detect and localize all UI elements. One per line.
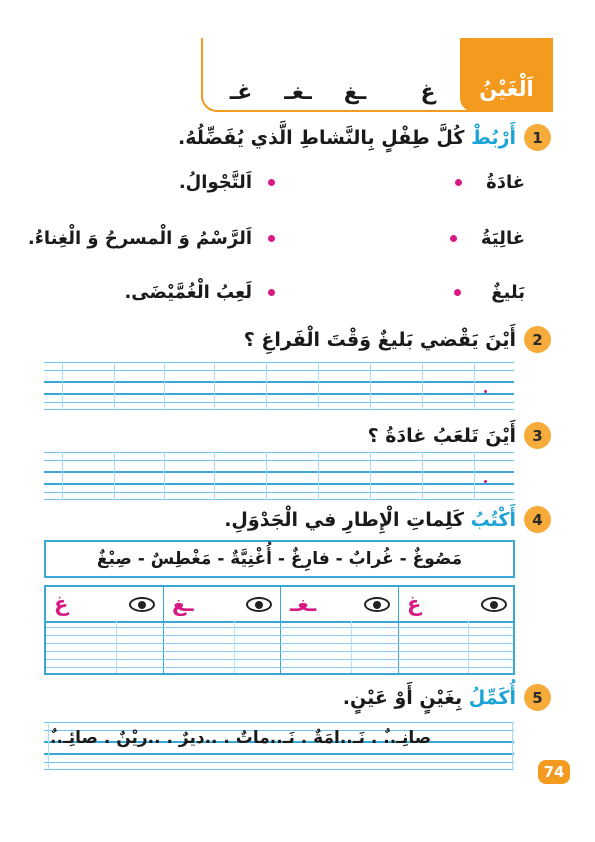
exercise-instruction: بِغَيْنٍ أَوْ عَيْنٍ. <box>342 686 469 709</box>
exercise-3-heading <box>368 422 551 449</box>
letter-form-final: ـغ <box>343 80 367 105</box>
column-header-3 <box>164 587 280 621</box>
fill-in-items[interactable]: صانِـ..ٌ . نَـ..امَةٌ . نَـ..ماتٌ . ..ديرٌ . ..ريْنٌ . صائِـ..ٌ <box>50 728 432 748</box>
activity-label: لَعِبُ الْغُمَّيْضَى. <box>124 282 252 303</box>
match-child-2[interactable] <box>450 228 525 249</box>
match-dot[interactable] <box>268 289 275 296</box>
exercise-5-heading <box>343 684 551 711</box>
match-child-1[interactable] <box>455 172 525 193</box>
exercise-question: أَيْنَ تَلعَبُ غادَةُ ؟ <box>367 424 516 447</box>
column-header-2 <box>282 587 398 621</box>
child-name: بَليغٌ <box>491 282 525 303</box>
exercise-number-badge: 4 <box>524 506 551 533</box>
child-name: غالِيَةُ <box>480 228 525 249</box>
sorting-table <box>44 585 515 675</box>
match-dot[interactable] <box>454 289 461 296</box>
letter-form-isolated: غ <box>420 80 436 105</box>
word-bank-box: مَصُوغٌ - غُرابٌ - فارِغٌ - أُغْنِيَّةٌ - مَغْطِسٌ - صِبْغٌ <box>44 540 515 578</box>
match-dot[interactable] <box>268 235 275 242</box>
header-title: اَلْغَيْنُ <box>479 77 534 101</box>
column-header-4 <box>46 587 163 621</box>
eye-icon <box>246 597 272 612</box>
activity-label: اَلرَّسْمُ وَ الْمسرحُ وَ الْغِناءُ. <box>27 228 252 249</box>
exercise-number-badge: 5 <box>524 684 551 711</box>
match-dot[interactable] <box>268 179 275 186</box>
exercise-question: أَيْنَ يَقْضي بَليغٌ وَقْتَ الْفَراغِ ؟ <box>243 328 516 351</box>
exercise-verb: أُكَمِّلُ <box>468 686 516 709</box>
activity-label: اَلتَّجْوالُ. <box>178 172 252 193</box>
start-mark <box>484 480 487 483</box>
exercise-instruction: كُلَّ طِفْلٍ بِالنَّشاطِ الَّذي يُفَضِّلُهُ. <box>178 126 472 149</box>
column-letter: غ <box>407 592 422 616</box>
eye-icon <box>481 597 507 612</box>
writing-lines-ex3[interactable] <box>44 452 514 500</box>
column-letter: غ <box>54 592 69 616</box>
exercise-number-badge: 1 <box>524 124 551 151</box>
exercise-verb: أَرْبُطْ <box>471 126 516 149</box>
writing-lines-ex2[interactable] <box>44 362 514 410</box>
child-name: غادَةُ <box>486 172 525 193</box>
exercise-verb: أَكْتُبُ <box>470 508 516 531</box>
letter-form-initial: غـ <box>229 80 253 105</box>
exercise-number-badge: 3 <box>524 422 551 449</box>
column-letter: ـغ <box>172 592 194 616</box>
eye-icon <box>364 597 390 612</box>
column-letter: ـغـ <box>290 592 317 616</box>
match-activity-2[interactable] <box>28 228 275 249</box>
exercise-1-heading <box>178 124 551 151</box>
exercise-4-heading <box>224 506 551 533</box>
start-mark <box>484 390 487 393</box>
match-dot[interactable] <box>455 179 462 186</box>
exercise-number-badge: 2 <box>524 326 551 353</box>
header-title-tab <box>460 38 553 112</box>
column-header-1 <box>399 587 515 621</box>
column-divider <box>280 587 281 673</box>
match-child-3[interactable] <box>454 282 525 303</box>
letter-form-medial: ـغـ <box>284 80 312 105</box>
exercise-instruction: كَلِماتِ الْإِطارِ في الْجَدْوَلِ. <box>224 508 471 531</box>
match-activity-1[interactable] <box>179 172 275 193</box>
eye-icon <box>129 597 155 612</box>
match-dot[interactable] <box>450 235 457 242</box>
page-number: 74 <box>538 760 570 784</box>
match-activity-3[interactable] <box>124 282 275 303</box>
exercise-2-heading <box>244 326 551 353</box>
